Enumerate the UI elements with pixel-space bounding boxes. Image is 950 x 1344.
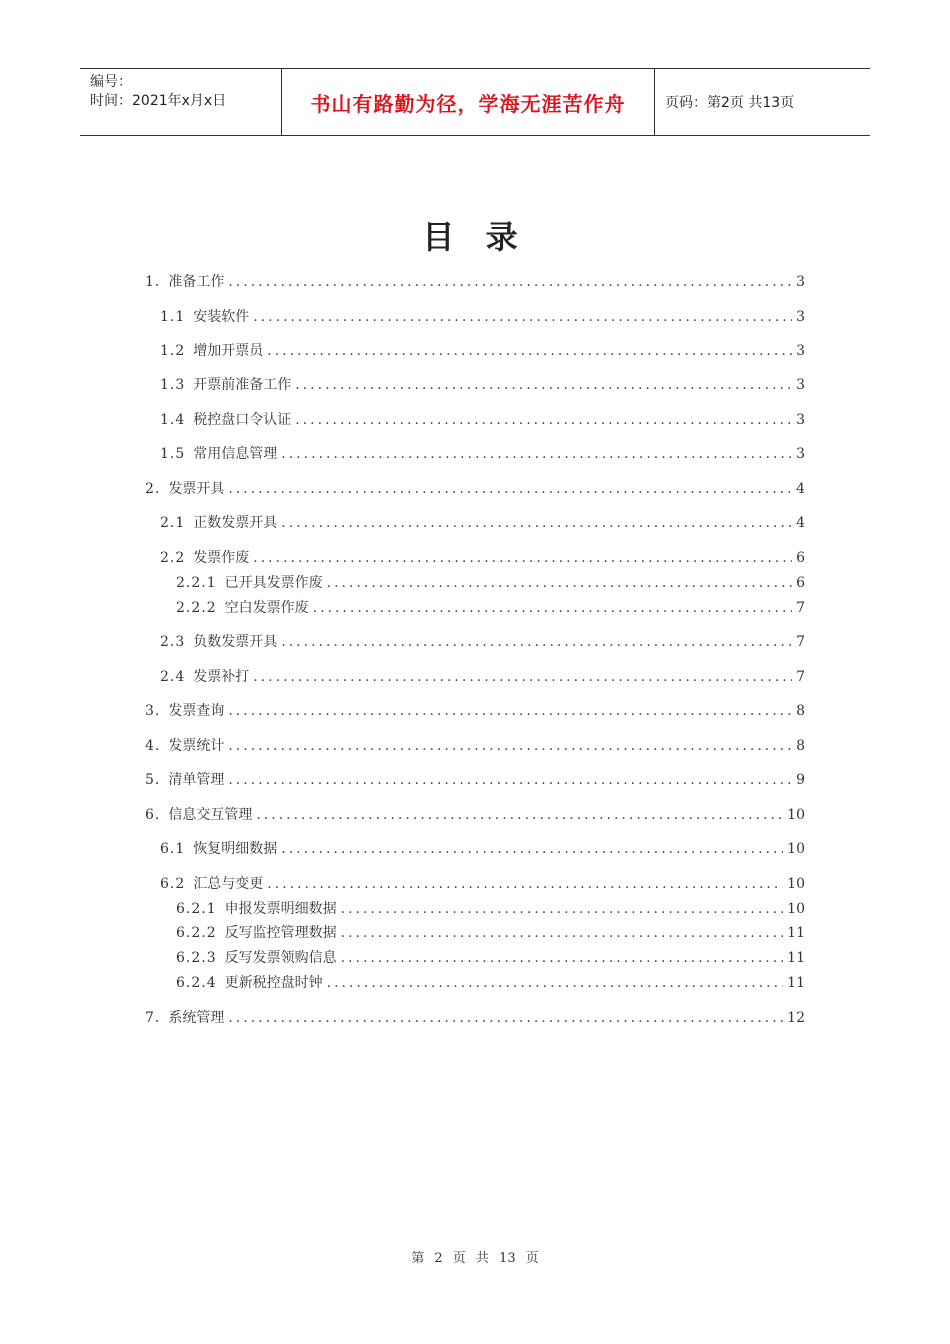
toc-entry-number: 5. bbox=[145, 772, 161, 788]
toc-entry-text: 负数发票开具 bbox=[193, 634, 278, 650]
toc-dot-leader bbox=[281, 446, 792, 462]
toc-dot-leader bbox=[267, 343, 792, 359]
toc-entry-text: 发票补打 bbox=[193, 669, 250, 685]
toc-dot-leader bbox=[228, 274, 792, 290]
page-footer: 第 2 页 共 13 页 bbox=[411, 1251, 539, 1266]
toc-page-number: 12 bbox=[787, 1010, 805, 1026]
toc-entry-number: 6.2.1 bbox=[176, 901, 217, 917]
toc-entry-number: 2.1 bbox=[160, 515, 186, 531]
toc-entry-text: 更新税控盘时钟 bbox=[224, 975, 323, 991]
toc-entry-number: 6.2 bbox=[160, 876, 186, 892]
toc-entry-number: 1.3 bbox=[160, 377, 186, 393]
toc-entry-label bbox=[160, 512, 277, 532]
toc-entry-label bbox=[176, 597, 309, 617]
toc-entry-number: 2.2.2 bbox=[176, 600, 217, 616]
toc-entry-number: 4. bbox=[145, 738, 161, 754]
toc-dot-leader bbox=[327, 575, 792, 591]
toc-entry[interactable] bbox=[145, 735, 805, 755]
toc-entry[interactable] bbox=[160, 631, 805, 651]
toc-entry-label bbox=[160, 666, 249, 686]
toc-page-number: 4 bbox=[796, 481, 805, 497]
toc-dot-leader bbox=[281, 515, 792, 531]
toc-entry-label bbox=[176, 972, 323, 992]
toc-entry-text: 发票查询 bbox=[168, 703, 225, 719]
toc-entry[interactable] bbox=[160, 443, 805, 463]
toc-entry-text: 反写发票领购信息 bbox=[224, 950, 337, 966]
toc-dot-leader bbox=[228, 1010, 783, 1026]
toc-page-number: 8 bbox=[796, 703, 805, 719]
toc-entry-label bbox=[145, 478, 224, 498]
toc-entry-number: 2. bbox=[145, 481, 161, 497]
toc-entry[interactable] bbox=[145, 478, 805, 498]
toc-dot-leader bbox=[295, 377, 792, 393]
toc-entry-text: 空白发票作废 bbox=[224, 600, 309, 616]
toc-page-number: 7 bbox=[796, 669, 805, 685]
toc-dot-leader bbox=[327, 975, 784, 991]
toc-entry-text: 发票开具 bbox=[168, 481, 225, 497]
toc-entry[interactable] bbox=[160, 409, 805, 429]
toc-dot-leader bbox=[228, 703, 792, 719]
toc-page-number: 9 bbox=[796, 772, 805, 788]
page-title: 目 录 bbox=[422, 218, 528, 256]
toc-entry-number: 1. bbox=[145, 274, 161, 290]
toc-dot-leader bbox=[228, 738, 792, 754]
toc-entry-number: 2.2.1 bbox=[176, 575, 217, 591]
toc-entry-text: 常用信息管理 bbox=[193, 446, 278, 462]
toc-entry-label bbox=[160, 409, 291, 429]
toc-entry[interactable] bbox=[160, 512, 805, 532]
toc-entry-label bbox=[145, 804, 252, 824]
toc-entry-number: 2.2 bbox=[160, 550, 186, 566]
toc-page-number: 8 bbox=[796, 738, 805, 754]
toc-page-number: 3 bbox=[796, 377, 805, 393]
toc-entry-label bbox=[176, 898, 337, 918]
toc-entry-text: 恢复明细数据 bbox=[193, 841, 278, 857]
toc-entry[interactable] bbox=[160, 838, 805, 858]
toc-page-number: 3 bbox=[796, 274, 805, 290]
number-label: 编号： bbox=[90, 74, 132, 90]
toc-entry[interactable] bbox=[176, 922, 805, 942]
toc-dot-leader bbox=[281, 634, 792, 650]
toc-entry-label bbox=[160, 547, 249, 567]
toc-entry[interactable] bbox=[176, 597, 805, 617]
toc-entry-text: 申报发票明细数据 bbox=[224, 901, 337, 917]
toc-dot-leader bbox=[228, 772, 792, 788]
toc-page-number: 11 bbox=[787, 975, 805, 991]
toc-entry-number: 7. bbox=[145, 1010, 161, 1026]
toc-entry-label bbox=[160, 873, 263, 893]
toc-dot-leader bbox=[341, 925, 784, 941]
toc-entry-text: 正数发票开具 bbox=[193, 515, 278, 531]
toc-entry-number: 3. bbox=[145, 703, 161, 719]
toc-dot-leader bbox=[228, 481, 792, 497]
toc-entry-text: 已开具发票作废 bbox=[224, 575, 323, 591]
toc-entry[interactable] bbox=[145, 271, 805, 291]
toc-entry-label bbox=[145, 271, 224, 291]
toc-page-number: 10 bbox=[787, 807, 805, 823]
toc-dot-leader bbox=[267, 876, 783, 892]
toc-entry-label bbox=[160, 631, 277, 651]
toc-dot-leader bbox=[281, 841, 783, 857]
toc-entry-number: 6.1 bbox=[160, 841, 186, 857]
toc-entry[interactable] bbox=[160, 374, 805, 394]
toc-entry-text: 信息交互管理 bbox=[168, 807, 253, 823]
toc-page-number: 7 bbox=[796, 600, 805, 616]
toc-dot-leader bbox=[341, 901, 784, 917]
toc-page-number: 10 bbox=[787, 841, 805, 857]
toc-entry-number: 6.2.3 bbox=[176, 950, 217, 966]
toc-dot-leader bbox=[253, 309, 792, 325]
toc-dot-leader bbox=[341, 950, 784, 966]
toc-entry[interactable] bbox=[176, 572, 805, 592]
toc-page-number: 6 bbox=[796, 575, 805, 591]
toc-entry-number: 1.4 bbox=[160, 412, 186, 428]
toc-entry[interactable] bbox=[160, 547, 805, 567]
toc-page-number: 4 bbox=[796, 515, 805, 531]
toc-entry-label bbox=[145, 1007, 224, 1027]
toc-dot-leader bbox=[253, 669, 792, 685]
toc-entry-label bbox=[160, 340, 263, 360]
toc-entry[interactable] bbox=[160, 666, 805, 686]
toc-page-number: 6 bbox=[796, 550, 805, 566]
toc-entry-number: 6.2.2 bbox=[176, 925, 217, 941]
toc-entry[interactable] bbox=[176, 898, 805, 918]
toc-entry-text: 系统管理 bbox=[168, 1010, 225, 1026]
header-page-info: 页码：第2页 共13页 bbox=[665, 95, 795, 111]
toc-dot-leader bbox=[313, 600, 792, 616]
toc-entry[interactable] bbox=[160, 340, 805, 360]
toc-entry-label bbox=[160, 306, 249, 326]
toc-entry[interactable] bbox=[145, 1007, 805, 1027]
toc-entry-label bbox=[160, 443, 277, 463]
toc-page-number: 3 bbox=[796, 446, 805, 462]
toc-entry-number: 6.2.4 bbox=[176, 975, 217, 991]
toc-entry-label bbox=[176, 947, 337, 967]
toc-entry-text: 开票前准备工作 bbox=[193, 377, 292, 393]
header-motto: 书山有路勤为径，学海无涯苦作舟 bbox=[310, 91, 626, 116]
toc-dot-leader bbox=[295, 412, 792, 428]
toc-entry-number: 2.4 bbox=[160, 669, 186, 685]
toc-entry[interactable] bbox=[176, 947, 805, 967]
toc-entry-text: 税控盘口令认证 bbox=[193, 412, 292, 428]
toc-page-number: 3 bbox=[796, 412, 805, 428]
toc-page-number: 11 bbox=[787, 950, 805, 966]
toc-entry-text: 准备工作 bbox=[168, 274, 225, 290]
toc-entry-text: 安装软件 bbox=[193, 309, 250, 325]
toc-entry[interactable] bbox=[145, 700, 805, 720]
toc-entry-text: 发票统计 bbox=[168, 738, 225, 754]
toc-entry-label bbox=[176, 572, 323, 592]
toc-entry-number: 2.3 bbox=[160, 634, 186, 650]
toc-entry-text: 汇总与变更 bbox=[193, 876, 264, 892]
toc-entry-text: 增加开票员 bbox=[193, 343, 264, 359]
toc-dot-leader bbox=[253, 550, 792, 566]
toc-entry-label bbox=[145, 700, 224, 720]
toc-page-number: 11 bbox=[787, 925, 805, 941]
toc-entry-text: 清单管理 bbox=[168, 772, 225, 788]
toc-entry-label bbox=[160, 374, 291, 394]
toc-entry-number: 1.2 bbox=[160, 343, 186, 359]
toc-page-number: 10 bbox=[787, 901, 805, 917]
toc-entry-text: 发票作废 bbox=[193, 550, 250, 566]
toc-entry[interactable] bbox=[176, 972, 805, 992]
toc-entry-label bbox=[176, 922, 337, 942]
toc-entry[interactable] bbox=[160, 873, 805, 893]
toc-page-number: 7 bbox=[796, 634, 805, 650]
toc-entry-number: 1.5 bbox=[160, 446, 186, 462]
toc-page-number: 10 bbox=[787, 876, 805, 892]
toc-entry-number: 6. bbox=[145, 807, 161, 823]
time-label: 时间：2021年x月x日 bbox=[90, 93, 227, 109]
toc-page-number: 3 bbox=[796, 343, 805, 359]
toc-entry-label bbox=[160, 838, 277, 858]
toc-entry-label bbox=[145, 769, 224, 789]
toc-dot-leader bbox=[256, 807, 783, 823]
toc-entry-text: 反写监控管理数据 bbox=[224, 925, 337, 941]
toc-page-number: 3 bbox=[796, 309, 805, 325]
toc-entry[interactable] bbox=[145, 769, 805, 789]
toc-entry[interactable] bbox=[160, 306, 805, 326]
toc-entry-number: 1.1 bbox=[160, 309, 186, 325]
toc-entry-label bbox=[145, 735, 224, 755]
toc-entry[interactable] bbox=[145, 804, 805, 824]
